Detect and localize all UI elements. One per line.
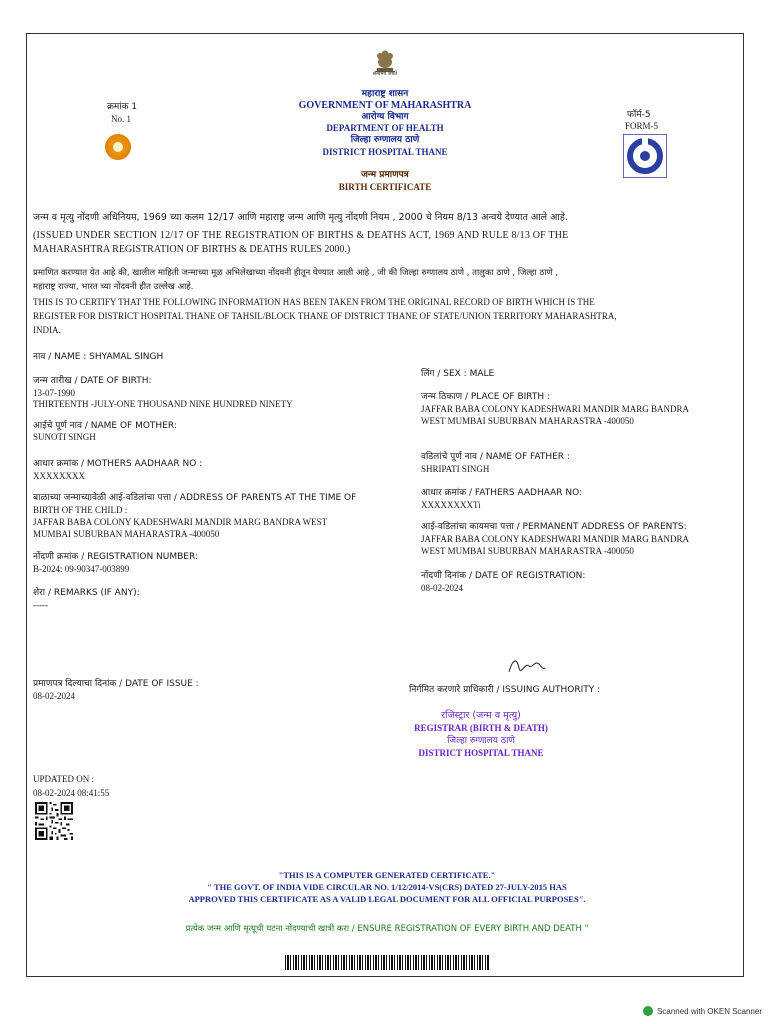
address-birth-line-2: MUMBAI SUBURBAN MAHARASTRA -400050 bbox=[33, 529, 220, 539]
scanner-logo-icon bbox=[643, 1006, 653, 1016]
certify-english-3: INDIA. bbox=[33, 325, 61, 335]
registration-date-label: नोंदणी दिनांक / DATE OF REGISTRATION: bbox=[421, 571, 586, 581]
permanent-address-line-2: WEST MUMBAI SUBURBAN MAHARASTRA -400050 bbox=[421, 546, 634, 556]
name-field: नाव / NAME : SHYAMAL SINGH bbox=[33, 352, 164, 362]
pob-line-1: JAFFAR BABA COLONY KADESHWARI MANDIR MARG BANDRA bbox=[421, 404, 690, 414]
scanner-watermark bbox=[643, 1006, 762, 1016]
issuing-authority-label: निर्गमित करणारे प्राधिकारी / ISSUING AUTHORITY : bbox=[409, 685, 601, 695]
father-name-value: SHRIPATI SINGH bbox=[421, 464, 490, 474]
dob-label: जन्म तारीख / DATE OF BIRTH: bbox=[33, 376, 152, 386]
serial-marathi: क्रमांक 1 bbox=[107, 102, 138, 112]
govt-marathi: महाराष्ट्र शासन bbox=[361, 89, 409, 99]
cert-english: BIRTH CERTIFICATE bbox=[338, 182, 432, 192]
notice-line-1: "THIS IS A COMPUTER GENERATED CERTIFICATE." bbox=[278, 870, 496, 880]
emblem-caption: सत्यमेव जयते bbox=[372, 71, 398, 77]
date-of-issue-label: प्रमाणपत्र दिल्याचा दिनांक / DATE OF ISSUE : bbox=[33, 679, 199, 689]
registration-number-value: B-2024: 09-90347-003899 bbox=[33, 564, 130, 574]
mother-aadhaar-label: आधार क्रमांक / MOTHERS AADHAAR NO : bbox=[33, 459, 203, 469]
mother-aadhaar-value: XXXXXXXX bbox=[33, 471, 85, 481]
remarks-value: ----- bbox=[33, 600, 48, 610]
date-of-issue-value: 08-02-2024 bbox=[33, 691, 75, 701]
permanent-address-line-1: JAFFAR BABA COLONY KADESHWARI MANDIR MARG BANDRA bbox=[421, 534, 690, 544]
scanner-text: Scanned with OKEN Scanner bbox=[657, 1006, 762, 1016]
permanent-address-label: आई-वडिलांचा कायमचा पत्ता / PERMANENT ADDRESS OF PARENTS: bbox=[421, 522, 687, 532]
certify-english-2: REGISTER FOR DISTRICT HOSPITAL THANE OF TAHSIL/BLOCK THANE OF DISTRICT THANE OF STATE/UNION TERRITORY MAHARASHTRA, bbox=[33, 311, 617, 321]
issued-marathi: जन्म व मृत्यु नोंदणी अधिनियम, 1969 च्या कलम 12/17 आणि महाराष्ट्र जन्म आणि मृत्यु नोंदणी नियम , 2000 चे नियम 8/13 अन्वये देण्यात आले आहे. bbox=[33, 212, 568, 223]
issued-english-1: (ISSUED UNDER SECTION 12/17 OF THE REGISTRATION OF BIRTHS & DEATHS ACT, 1969 AND RULE 8/13 OF THE bbox=[33, 230, 569, 241]
notice-line-2: " THE GOVT. OF INDIA VIDE CIRCULAR NO. 1/12/2014-VS(CRS) DATED 27-JULY-2015 HAS bbox=[207, 882, 567, 892]
father-aadhaar-value: XXXXXXXXTi bbox=[421, 500, 481, 510]
cert-marathi: जन्म प्रमाणपत्र bbox=[361, 170, 409, 180]
sex-field: लिंग / SEX : MALE bbox=[421, 369, 495, 379]
qr-code bbox=[35, 802, 73, 840]
registration-number-label: नोंदणी क्रमांक / REGISTRATION NUMBER: bbox=[33, 552, 199, 562]
issued-english-2: MAHARASHTRA REGISTRATION OF BIRTHS & DEATHS RULES 2000.) bbox=[33, 244, 351, 255]
form-english: FORM-5 bbox=[625, 121, 659, 131]
remarks-label: शेरा / REMARKS (IF ANY): bbox=[33, 588, 140, 598]
form-marathi: फॉर्म-5 bbox=[627, 110, 651, 120]
certificate-sheet bbox=[26, 33, 744, 977]
govt-english: GOVERNMENT OF MAHARASHTRA bbox=[298, 100, 472, 111]
updated-on-label: UPDATED ON : bbox=[33, 774, 95, 784]
dept-marathi: आरोग्य विभाग bbox=[361, 112, 409, 122]
registrar-signature bbox=[507, 654, 547, 678]
address-birth-line-1: JAFFAR BABA COLONY KADESHWARI MANDIR MARG BANDRA WEST bbox=[33, 517, 328, 527]
father-aadhaar-label: आधार क्रमांक / FATHERS AADHAAR NO: bbox=[421, 488, 583, 498]
mother-name-label: आईचे पूर्ण नाव / NAME OF MOTHER: bbox=[33, 421, 177, 431]
certify-marathi-2: महाराष्ट्र राज्या, भारत च्या नोंदवनी हीत उल्लेख आहे. bbox=[33, 282, 194, 292]
ensure-registration-line: प्रत्येक जन्म आणि मृत्यूची घटना नोंदण्याची खात्री करा / ENSURE REGISTRATION OF EVERY BIRTH AND DEATH " bbox=[185, 924, 589, 934]
certify-marathi-1: प्रमाणित करण्यात येत आहे की, खालील माहिती जन्माच्या मूळ अभिलेखाच्या नोंदवनी हीतून घेण्यात आली आहे , जी की जिल्हा रुग्णालय ठाणे , तालुका ठाणे , जिल्हा ठाणे , bbox=[33, 268, 559, 278]
registrar-english-2: DISTRICT HOSPITAL THANE bbox=[418, 748, 544, 758]
registrar-marathi-2: जिल्हा रुग्णालय ठाणे bbox=[447, 736, 515, 746]
serial-english: No. 1 bbox=[111, 114, 131, 124]
updated-on-value: 08-02-2024 08:41:55 bbox=[33, 788, 110, 798]
registrar-marathi-1: रजिस्ट्रार (जन्म व मृत्यु) bbox=[441, 710, 521, 721]
dob-words: THIRTEENTH -JULY-ONE THOUSAND NINE HUNDRED NINETY bbox=[33, 399, 293, 409]
notice-line-3: APPROVED THIS CERTIFICATE AS A VALID LEGAL DOCUMENT FOR ALL OFFICIAL PURPOSES". bbox=[188, 894, 586, 904]
dob-value: 13-07-1990 bbox=[33, 388, 75, 398]
hosp-marathi: जिल्हा रुग्णालय ठाणे bbox=[350, 135, 420, 145]
registration-logo-icon bbox=[623, 134, 667, 178]
barcode bbox=[285, 955, 489, 970]
certify-english-1: THIS IS TO CERTIFY THAT THE FOLLOWING INFORMATION HAS BEEN TAKEN FROM THE ORIGINAL RECORD OF BIRTH WHICH IS THE bbox=[33, 297, 595, 307]
pob-label: जन्म ठिकाण / PLACE OF BIRTH : bbox=[421, 392, 551, 402]
maharashtra-seal-icon bbox=[105, 134, 131, 160]
pob-line-2: WEST MUMBAI SUBURBAN MAHARASTRA -400050 bbox=[421, 416, 634, 426]
hosp-english: DISTRICT HOSPITAL THANE bbox=[322, 147, 448, 157]
father-name-label: वडिलांचे पूर्ण नाव / NAME OF FATHER : bbox=[421, 452, 570, 462]
mother-name-value: SUNOTI SINGH bbox=[33, 432, 96, 442]
address-birth-label-2: BIRTH OF THE CHILD : bbox=[33, 505, 128, 515]
address-birth-label-1: बाळाच्या जन्माच्यावेळी आई-वडिलांचा पत्ता / ADDRESS OF PARENTS AT THE TIME OF bbox=[33, 493, 357, 503]
dept-english: DEPARTMENT OF HEALTH bbox=[326, 123, 444, 133]
registration-date-value: 08-02-2024 bbox=[421, 583, 463, 593]
registrar-english-1: REGISTRAR (BIRTH & DEATH) bbox=[414, 723, 548, 733]
